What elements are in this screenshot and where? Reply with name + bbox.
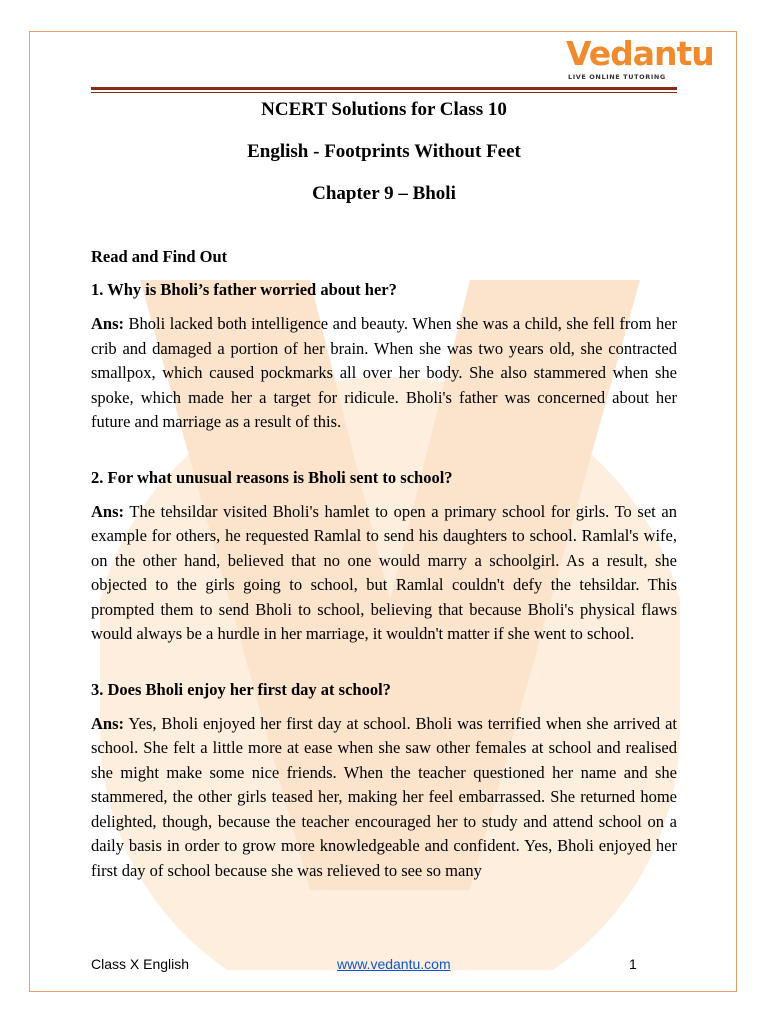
header-rule bbox=[91, 87, 677, 90]
section-heading: Read and Find Out bbox=[91, 247, 228, 266]
footer-class-label: Class X English bbox=[91, 956, 190, 972]
answer-label: Ans: bbox=[91, 314, 125, 333]
question-2: 2. For what unusual reasons is Bholi sent to school? bbox=[91, 467, 453, 487]
answer-label: Ans: bbox=[91, 501, 125, 521]
answer-text: The tehsildar visited Bholi's hamlet to open a primary school for girls. To set an example for others, he requested Ramlal to send his daughters to school. Ramlal's wife, on the other hand, believed that no one would marry a schoolgirl. As a result, she objected to the girls going to school, but Ramlal couldn't defy the tehsildar. This prompted them to send Bholi to school, believing that because Bholi's physical flaws would always be a hurdle in her marriage, it wouldn't matter if she went to school. bbox=[91, 501, 677, 643]
footer-website-link[interactable]: www.vedantu.com bbox=[337, 956, 451, 972]
answer-1 bbox=[91, 312, 677, 435]
logo-tagline: LIVE ONLINE TUTORING bbox=[568, 73, 666, 81]
chapter-title: Chapter 9 – Bholi bbox=[312, 183, 456, 204]
vedantu-logo bbox=[566, 34, 714, 86]
question-3: 3. Does Bholi enjoy her first day at school? bbox=[91, 679, 391, 699]
doc-title: NCERT Solutions for Class 10 bbox=[261, 99, 507, 120]
question-1: 1. Why is Bholi’s father worried about her? bbox=[91, 280, 397, 299]
answer-3 bbox=[91, 712, 677, 884]
answer-label: Ans: bbox=[91, 713, 125, 733]
answer-text: Yes, Bholi enjoyed her first day at school. Bholi was terrified when she arrived at school. She felt a little more at ease when she saw other females at school and realised she might make some nice friends. When the teacher questioned her name and she stammered, the other girls teased her, making her feel embarrassed. She returned home delighted, though, because the teacher encouraged her to study and attend school on a daily basis in order to grow more knowledgeable and confident. Yes, Bholi enjoyed her first day of school because she was relieved to see so many bbox=[91, 713, 678, 880]
answer-2 bbox=[91, 500, 677, 647]
header-rule-thin bbox=[91, 92, 677, 93]
logo-brand: Vedantu bbox=[566, 34, 714, 73]
answer-text: Bholi lacked both intelligence and beauty. When she was a child, she fell from her crib and damaged a portion of her brain. When she was two years old, she contracted smallpox, which caused pockmarks all over her body. She also stammered when she spoke, which made her a target for ridicule. Bholi's father was concerned about her future and marriage as a result of this. bbox=[91, 314, 678, 431]
page-number: 1 bbox=[629, 956, 637, 972]
document-body bbox=[91, 96, 677, 883]
doc-subtitle: English - Footprints Without Feet bbox=[247, 141, 521, 162]
